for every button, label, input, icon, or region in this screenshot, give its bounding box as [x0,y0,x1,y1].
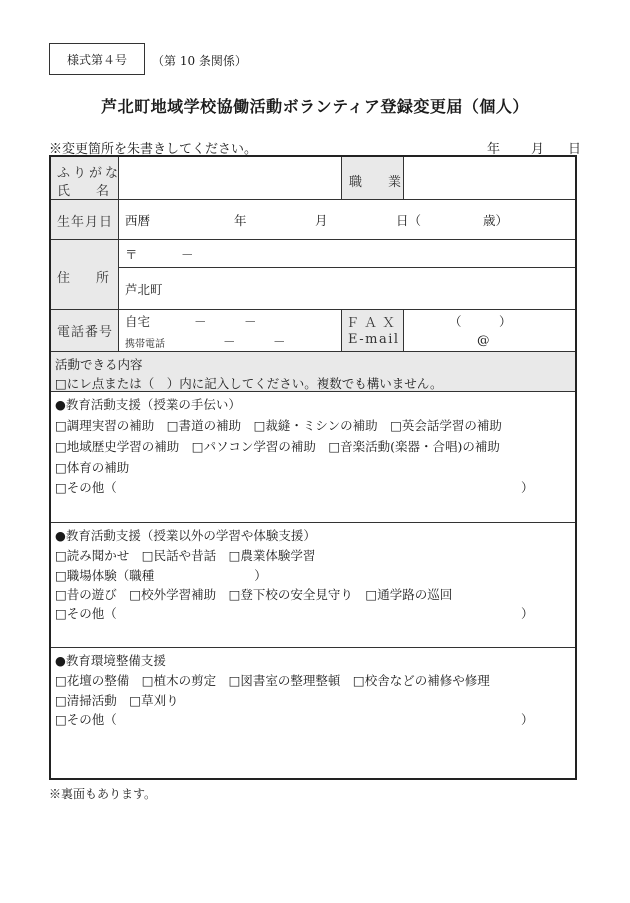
section-title: ●教育活動支援（授業以外の学習や体験支援） [55,528,316,543]
furigana-label: ふりがな [57,166,122,181]
checkbox-line-other[interactable]: □その他（ [55,712,117,727]
checkbox-line[interactable]: □職場体験（職種 ） [55,568,267,583]
activities-instruction: □にレ点または（ ）内に記入してください。複数でも構いません。 [55,376,443,391]
birth-year-unit: 年 [234,213,247,228]
date-year[interactable]: 年 [487,142,501,157]
name-label: 氏 名 [57,184,110,199]
postal-dash: － [181,247,194,262]
fax-number-field[interactable]: （ ） [449,314,512,329]
phone-label: 電話番号 [57,325,114,340]
address-label: 住 所 [57,271,110,286]
home-phone-label: 自宅 [125,314,151,329]
red-ink-note: ※変更箇所を朱書きしてください。 [49,142,258,157]
form-number: 様式第４号 [66,52,127,67]
birth-day-unit: 日（ [396,213,422,228]
activities-heading: 活動できる内容 [55,357,143,372]
other-close-paren: ） [521,606,534,621]
checkbox-line-other[interactable]: □その他（ [55,606,117,621]
birth-label: 生年月日 [57,215,114,230]
other-close-paren: ） [521,480,534,495]
section-title: ●教育環境整備支援 [55,653,166,668]
home-phone-dashes[interactable]: － － [194,314,257,329]
birth-age-unit: 歳） [483,213,509,228]
form-number-box [49,43,145,75]
checkbox-line[interactable]: □調理実習の補助 □書道の補助 □裁縫・ミシンの補助 □英会話学習の補助 [55,418,502,433]
checkbox-line[interactable]: □昔の遊び □校外学習補助 □登下校の安全見守り □通学路の巡回 [55,587,453,602]
mobile-phone-dashes[interactable]: － － [223,334,286,349]
email-label: E-mail [348,332,400,347]
email-field[interactable]: @ [477,332,490,347]
date-month[interactable]: 月 [531,142,545,157]
checkbox-line[interactable]: □地域歴史学習の補助 □パソコン学習の補助 □音楽活動(楽器・合唱)の補助 [55,439,500,454]
occupation-label: 職 業 [349,175,402,190]
postal-mark: 〒 [125,247,138,262]
checkbox-line[interactable]: □読み聞かせ □民話や昔話 □農業体験学習 [55,548,316,563]
date-day[interactable]: 日 [568,142,582,157]
fax-label: ＦＡＸ [346,316,401,331]
occupation-field[interactable] [406,159,572,197]
checkbox-line[interactable]: □体育の補助 [55,460,130,475]
clause-reference: （第 10 条関係） [152,54,247,68]
birth-month-unit: 月 [315,213,328,228]
other-close-paren: ） [521,712,534,727]
section-title: ●教育活動支援（授業の手伝い） [55,397,241,412]
birth-era: 西暦 [125,213,151,228]
checkbox-line[interactable]: □花壇の整備 □植木の剪定 □図書室の整理整頓 □校舎などの補修や修理 [55,673,490,688]
checkbox-line-other[interactable]: □その他（ [55,480,117,495]
checkbox-line[interactable]: □清掃活動 □草刈り [55,693,179,708]
mobile-phone-label: 携帯電話 [125,339,165,350]
page-title: 芦北町地域学校協働活動ボランティア登録変更届（個人） [101,97,529,116]
address-town: 芦北町 [125,282,163,297]
name-field[interactable] [121,159,339,197]
registration-form [49,155,577,780]
footer-note: ※裏面もあります。 [49,787,157,801]
